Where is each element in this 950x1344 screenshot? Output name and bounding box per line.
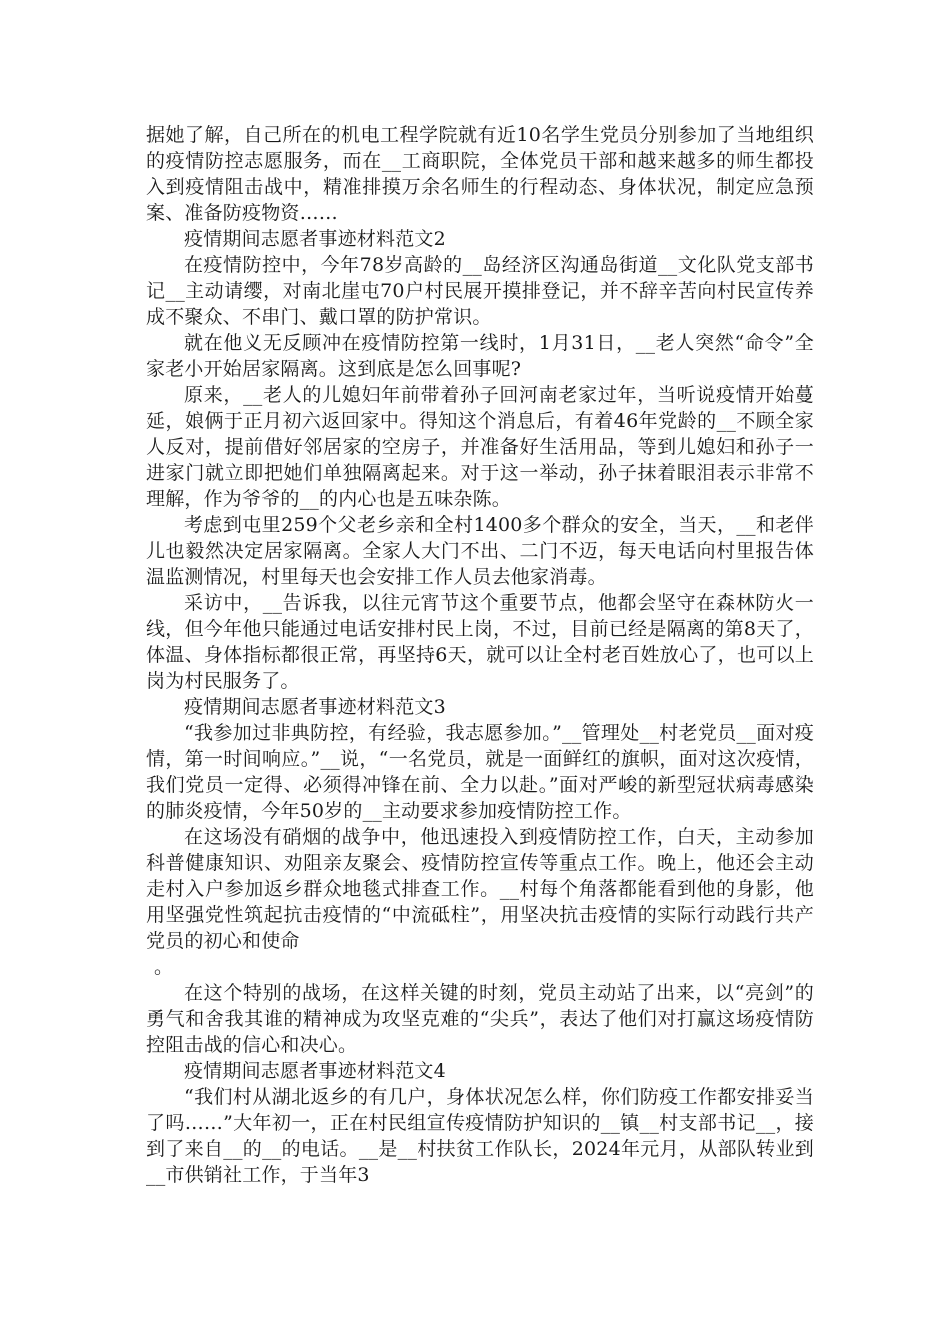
section-heading-4: 疫情期间志愿者事迹材料范文4: [184, 1060, 446, 1082]
paragraph: “我参加过非典防控，有经验，我志愿参加。”__管理处__村老党员__面对疫情，第一时间响应。”__说，“一名党员，就是一面鲜红的旗帜，面对这次疫情，我们党员一定得、必须得冲锋在前、全力以赴。”面对严峻的新型冠状病毒感染的肺炎疫情，今年50岁的__主动要求参加疫情防控工作。: [146, 722, 814, 822]
stray-punctuation: 。: [154, 956, 174, 978]
paragraph: 在这场没有硝烟的战争中，他迅速投入到疫情防控工作，白天，主动参加科普健康知识、劝阻亲友聚会、疫情防控宣传等重点工作。晚上，他还会主动走村入户参加返乡群众地毯式排查工作。__村每个角落都能看到他的身影，他用坚强党性筑起抗击疫情的“中流砥柱”，用坚决抗击疫情的实际行动践行共产党员的初心和使命: [146, 826, 814, 952]
paragraph: 原来，__老人的儿媳妇年前带着孙子回河南老家过年，当听说疫情开始蔓延，娘俩于正月初六返回家中。得知这个消息后，有着46年党龄的__不顾全家人反对，提前借好邻居家的空房子，并准备好生活用品，等到儿媳妇和孙子一进家门就立即把她们单独隔离起来。对于这一举动，孙子抹着眼泪表示非常不理解，作为爷爷的__的内心也是五味杂陈。: [146, 384, 814, 510]
section-heading-3: 疫情期间志愿者事迹材料范文3: [184, 696, 446, 718]
paragraph: 就在他义无反顾冲在疫情防控第一线时，1月31日，__老人突然“命令”全家老小开始居家隔离。这到底是怎么回事呢?: [146, 332, 814, 380]
paragraph: “我们村从湖北返乡的有几户，身体状况怎么样，你们防疫工作都安排妥当了吗……”大年初一，正在村民组宣传疫情防护知识的__镇__村支部书记__，接到了来自__的__的电话。__是__村扶贫工作队长，2024年元月，从部队转业到__市供销社工作，于当年3: [146, 1086, 814, 1186]
paragraph: 在疫情防控中，今年78岁高龄的__岛经济区沟通岛街道__文化队党支部书记__主动请缨，对南北崖屯70户村民展开摸排登记，并不辞辛苦向村民宣传养成不聚众、不串门、戴口罩的防护常识。: [146, 254, 814, 328]
paragraph: 采访中，__告诉我，以往元宵节这个重要节点，他都会坚守在森林防火一线，但今年他只能通过电话安排村民上岗，不过，目前已经是隔离的第8天了，体温、身体指标都很正常，再坚持6天，就可以让全村老百姓放心了，也可以上岗为村民服务了。: [146, 592, 814, 692]
section-heading-2: 疫情期间志愿者事迹材料范文2: [184, 228, 446, 250]
document-body: [146, 122, 814, 1188]
paragraph: 在这个特别的战场，在这样关键的时刻，党员主动站了出来，以“亮剑”的勇气和舍我其谁的精神成为攻坚克难的“尖兵”，表达了他们对打赢这场疫情防控阻击战的信心和决心。: [146, 982, 814, 1056]
paragraph-intro-continuation: 据她了解，自己所在的机电工程学院就有近10名学生党员分别参加了当地组织的疫情防控志愿服务，而在__工商职院，全体党员干部和越来越多的师生都投入到疫情阻击战中，精准排摸万余名师生的行程动态、身体状况，制定应急预案、准备防疫物资……: [146, 124, 814, 224]
paragraph: 考虑到屯里259个父老乡亲和全村1400多个群众的安全，当天，__和老伴儿也毅然决定居家隔离。全家人大门不出、二门不迈，每天电话向村里报告体温监测情况，村里每天也会安排工作人员去他家消毒。: [146, 514, 814, 588]
